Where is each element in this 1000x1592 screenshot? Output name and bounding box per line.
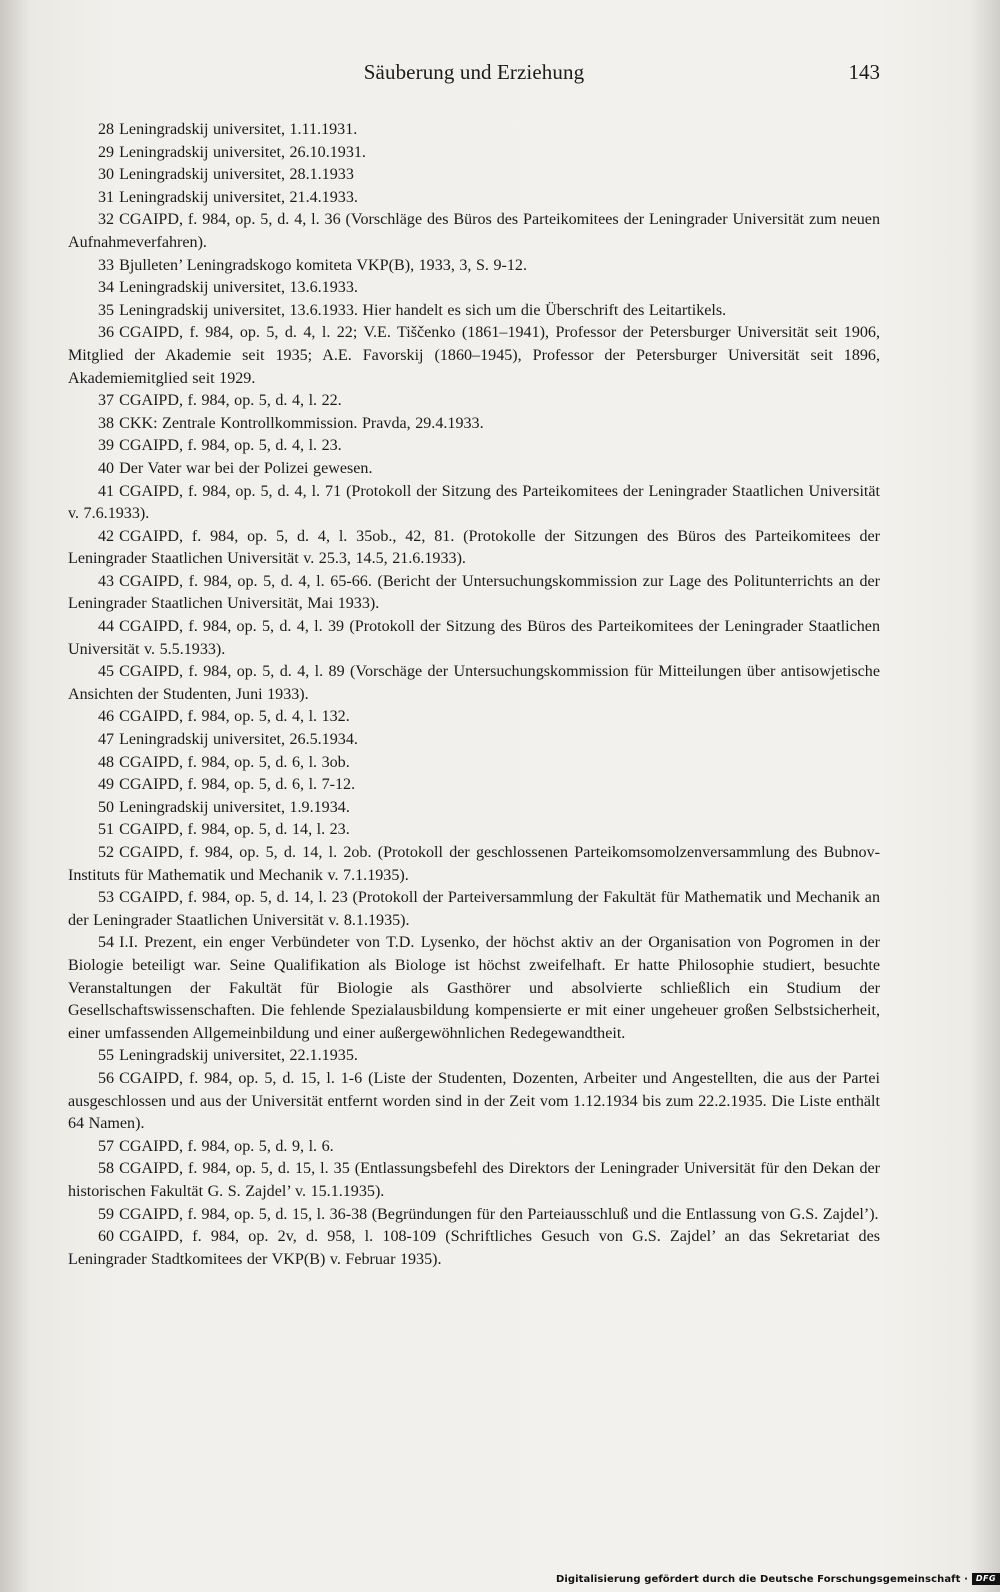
endnote-number: 45 xyxy=(98,663,115,681)
endnote-text: Leningradskij universitet, 1.11.1931. xyxy=(119,121,358,138)
endnote xyxy=(68,752,880,775)
endnote-text: CGAIPD, f. 984, op. 5, d. 15, l. 1-6 (Liste der Studenten, Dozenten, Arbeiter und Angestellten, die aus der Partei ausgeschlossen und aus der Universität entfernt worden sind in der Zeit vom 1.12.1934 bis zum 22.2.1935. Die Liste enthält 64 Namen). xyxy=(68,1069,880,1133)
endnote xyxy=(68,1158,880,1203)
endnote-text: Leningradskij universitet, 26.5.1934. xyxy=(119,731,358,749)
endnote-text: CGAIPD, f. 984, op. 5, d. 4, l. 22; V.E. Tiščenko (1861–1941), Professor der Petersburger Universität seit 1906, Mitglied der Akademie seit 1935; A.E. Favorskij (1860–1945), Professor der Petersburger Universität seit 1896, Akademiemitglied seit 1929. xyxy=(68,324,880,387)
endnote xyxy=(68,819,880,842)
endnote-text: CGAIPD, f. 984, op. 5, d. 4, l. 71 (Protokoll der Sitzung des Parteikomitees der Leningrader Staatlichen Universität v. 7.6.1933). xyxy=(68,482,880,523)
endnote-number: 56 xyxy=(98,1069,115,1087)
endnote xyxy=(68,413,880,436)
endnote xyxy=(68,390,880,413)
endnote-number: 52 xyxy=(98,844,115,861)
running-head xyxy=(68,60,880,90)
endnote xyxy=(68,1068,880,1136)
endnote-text: Leningradskij universitet, 28.1.1933 xyxy=(119,166,354,184)
endnote-text: CGAIPD, f. 984, op. 5, d. 4, l. 35ob., 42, 81. (Protokolle der Sitzungen des Büros des Parteikomitees der Leningrader Staatlichen Universität v. 25.3, 14.5, 21.6.1933). xyxy=(68,527,880,568)
endnote-text: CGAIPD, f. 984, op. 5, d. 15, l. 35 (Entlassungsbefehl des Direktors der Leningrader Universität für den Dekan der historischen Fakultät G. S. Zajdel’ v. 15.1.1935). xyxy=(68,1160,880,1200)
endnote-number: 30 xyxy=(98,166,115,184)
endnotes-list xyxy=(68,119,880,1271)
endnote-number: 60 xyxy=(98,1228,115,1246)
endnote-number: 43 xyxy=(98,572,115,590)
endnote-number: 55 xyxy=(98,1047,115,1065)
endnote-text: CKK: Zentrale Kontrollkommission. Pravda, 29.4.1933. xyxy=(119,414,484,432)
endnote xyxy=(68,1136,880,1159)
endnote-number: 33 xyxy=(98,256,115,274)
endnote xyxy=(68,1045,880,1068)
endnote-text: CGAIPD, f. 984, op. 5, d. 15, l. 36-38 (Begründungen für den Parteiausschluß und die Entlassung von G.S. Zajdel’). xyxy=(119,1205,879,1223)
endnote-text: CGAIPD, f. 984, op. 5, d. 9, l. 6. xyxy=(119,1137,334,1155)
page-number: 143 xyxy=(848,60,880,84)
endnote-text: Bjulleten’ Leningradskogo komiteta VKP(B), 1933, 3, S. 9-12. xyxy=(119,256,527,274)
endnote-number: 35 xyxy=(98,301,115,319)
endnote xyxy=(68,616,880,661)
endnote xyxy=(68,729,880,752)
endnote-number: 44 xyxy=(98,618,115,636)
book-page xyxy=(68,0,880,1592)
endnote-number: 58 xyxy=(98,1160,115,1178)
endnote xyxy=(68,255,880,278)
endnote-number: 46 xyxy=(98,708,115,726)
endnote xyxy=(68,209,880,254)
endnote xyxy=(68,1226,880,1271)
endnote xyxy=(68,1204,880,1227)
endnote xyxy=(68,322,880,390)
endnote-text: Leningradskij universitet, 21.4.1933. xyxy=(119,188,358,206)
endnote xyxy=(68,797,880,820)
endnote-text: CGAIPD, f. 984, op. 5, d. 4, l. 65-66. (Bericht der Untersuchungskommission zur Lage des Politunterrichts an der Leningrader Staatlichen Universität, Mai 1933). xyxy=(68,572,880,613)
endnote xyxy=(68,932,880,1045)
endnote-text: CGAIPD, f. 984, op. 5, d. 4, l. 89 (Vorschäge der Untersuchungskommission für Mitteilungen über antisowjetische Ansichten der Studenten, Juni 1933). xyxy=(68,663,880,703)
endnote-number: 34 xyxy=(98,279,115,297)
endnote-number: 49 xyxy=(98,776,115,794)
running-title: Säuberung und Erziehung xyxy=(363,60,585,84)
endnote xyxy=(68,842,880,887)
endnote xyxy=(68,526,880,571)
endnote-text: Leningradskij universitet, 13.6.1933. xyxy=(119,279,358,297)
endnote-number: 59 xyxy=(98,1205,115,1223)
endnote-number: 41 xyxy=(98,482,115,500)
endnote-text: CGAIPD, f. 984, op. 5, d. 6, l. 3ob. xyxy=(119,753,350,771)
endnote-number: 42 xyxy=(98,527,115,545)
endnote-text: CGAIPD, f. 984, op. 5, d. 6, l. 7-12. xyxy=(119,776,356,794)
endnote xyxy=(68,887,880,932)
endnote-number: 50 xyxy=(98,798,115,816)
endnote-number: 48 xyxy=(98,753,115,771)
endnote xyxy=(68,774,880,797)
endnote-number: 53 xyxy=(98,889,115,907)
endnote-number: 54 xyxy=(98,934,115,952)
endnote-text: CGAIPD, f. 984, op. 5, d. 4, l. 22. xyxy=(119,392,342,410)
endnote-text: CGAIPD, f. 984, op. 5, d. 4, l. 36 (Vorschläge des Büros des Parteikomitees der Leningrader Universität zum neuen Aufnahmeverfahren). xyxy=(68,211,880,251)
endnote xyxy=(68,300,880,323)
endnote-text: CGAIPD, f. 984, op. 5, d. 4, l. 23. xyxy=(119,437,342,455)
endnote xyxy=(68,142,880,165)
endnote xyxy=(68,458,880,481)
endnote xyxy=(68,164,880,187)
endnote-text: CGAIPD, f. 984, op. 5, d. 14, l. 23. xyxy=(119,821,350,839)
credit-text: Digitalisierung gefördert durch die Deutsche Forschungsgemeinschaft · xyxy=(555,1573,968,1585)
endnote-number: 38 xyxy=(98,414,115,432)
endnote-text: Leningradskij universitet, 13.6.1933. Hier handelt es sich um die Überschrift des Leitartikels. xyxy=(119,301,727,319)
endnote xyxy=(68,277,880,300)
endnote-number: 37 xyxy=(98,392,115,410)
endnote xyxy=(68,571,880,616)
endnote xyxy=(68,706,880,729)
endnote-number: 36 xyxy=(98,324,115,342)
endnote xyxy=(68,435,880,458)
endnote-number: 47 xyxy=(98,731,115,749)
endnote-text: CGAIPD, f. 984, op. 5, d. 4, l. 39 (Protokoll der Sitzung des Büros des Parteikomitees der Leningrader Staatlichen Universität v. 5.5.1933). xyxy=(68,618,880,658)
endnote-text: CGAIPD, f. 984, op. 5, d. 14, l. 2ob. (Protokoll der geschlossenen Parteikomsomolzenversammlung des Bubnov-Instituts für Mathematik und Mechanik v. 7.1.1935). xyxy=(68,844,880,884)
endnote-number: 29 xyxy=(98,143,115,161)
endnote xyxy=(68,119,880,142)
endnote-text: I.I. Prezent, ein enger Verbündeter von T.D. Lysenko, der höchst aktiv an der Organisation von Pogromen in der Biologie beteiligt war. Seine Qualifikation als Biologe ist höchst zweifelhaft. Er hatte Philosophie studiert, besuchte Veranstaltungen der Fakultät für Biologie als Gasthörer und absolvierte schließlich ein Studium der Gesellschaftswissenschaften. Die fehlende Spezialausbildung kompensierte er mit einer ungeheuer großen Selbstsicherheit, einer umfassenden Allgemeinbildung und einer außergewöhnlichen Redegewandtheit. xyxy=(68,934,880,1042)
endnote-number: 57 xyxy=(98,1137,115,1155)
endnote xyxy=(68,187,880,210)
endnote xyxy=(68,661,880,706)
dfg-logo-icon: DFG xyxy=(972,1573,1000,1585)
endnote-text: Leningradskij universitet, 1.9.1934. xyxy=(119,798,350,816)
endnote-number: 31 xyxy=(98,188,115,206)
endnote-text: Leningradskij universitet, 26.10.1931. xyxy=(119,143,366,161)
endnote-text: CGAIPD, f. 984, op. 5, d. 4, l. 132. xyxy=(119,708,350,726)
endnote-text: Der Vater war bei der Polizei gewesen. xyxy=(119,459,373,477)
endnote-number: 32 xyxy=(98,211,115,229)
endnote-number: 51 xyxy=(98,821,115,839)
endnote-text: CGAIPD, f. 984, op. 2v, d. 958, l. 108-109 (Schriftliches Gesuch von G.S. Zajdel’ an das Sekretariat des Leningrader Stadtkomitees der VKP(B) v. Februar 1935). xyxy=(68,1228,880,1268)
endnote xyxy=(68,481,880,526)
digitization-credit xyxy=(556,1571,1000,1587)
endnote-number: 39 xyxy=(98,437,115,455)
endnote-number: 28 xyxy=(98,121,115,138)
endnote-text: Leningradskij universitet, 22.1.1935. xyxy=(119,1047,358,1065)
endnote-number: 40 xyxy=(98,459,115,477)
endnote-text: CGAIPD, f. 984, op. 5, d. 14, l. 23 (Protokoll der Parteiversammlung der Fakultät für Mathematik und Mechanik an der Leningrader Staatlichen Universität v. 8.1.1935). xyxy=(68,889,880,929)
